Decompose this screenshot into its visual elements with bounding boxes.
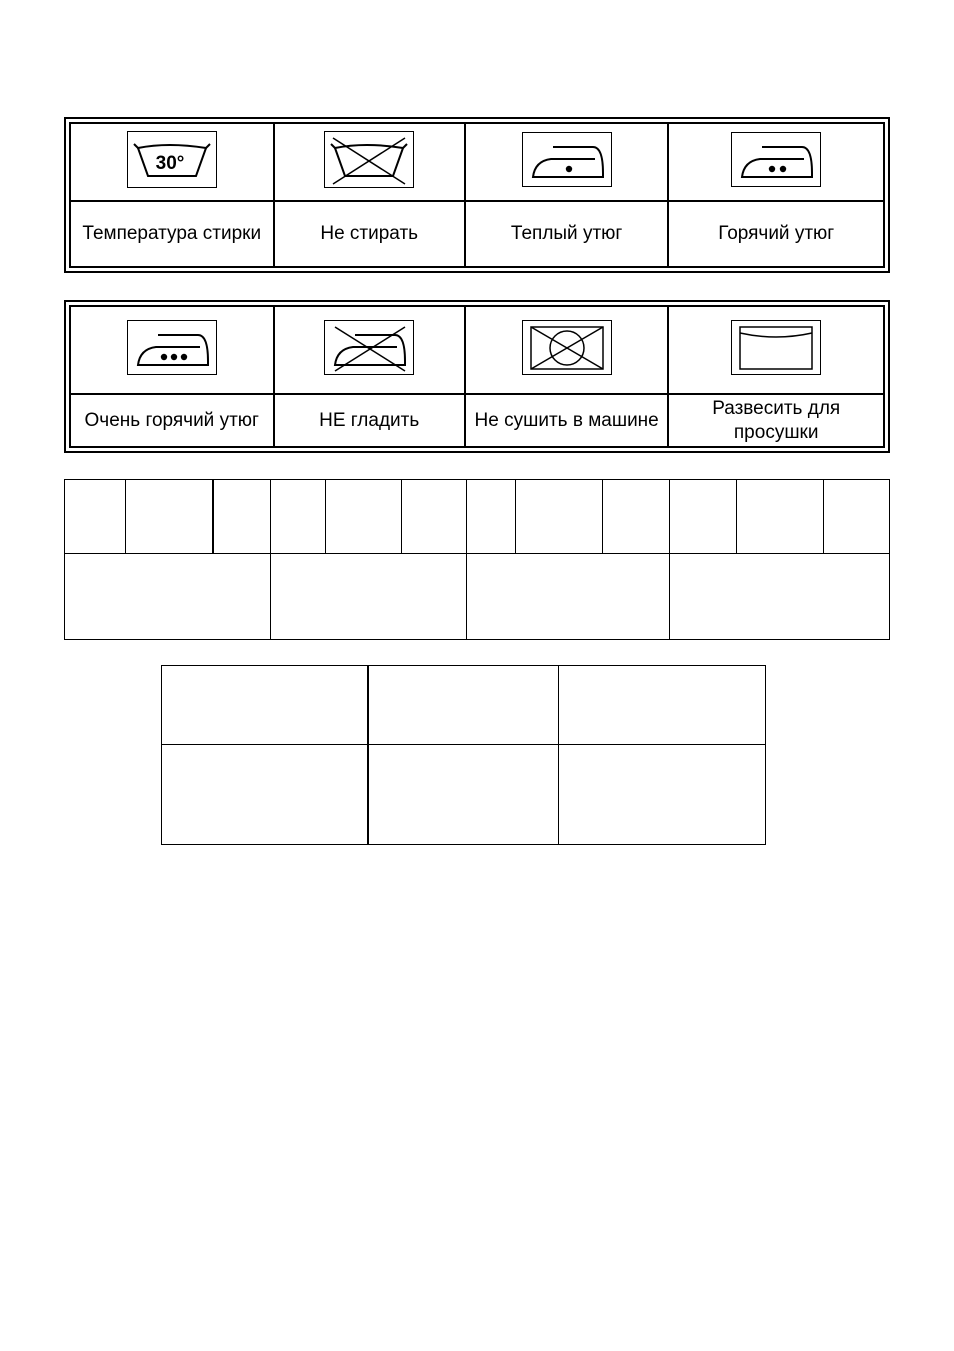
blank-grid-2 [161,665,766,845]
blank-cell [270,553,467,640]
blank-cell [367,744,559,845]
cell-warm-iron [465,123,669,201]
label-very-hot-iron: Очень горячий утюг [70,394,274,447]
care-symbols-table-2 [64,300,890,453]
label-warm-iron: Теплый утюг [465,201,669,267]
blank-cell [736,479,824,554]
blank-cell [602,479,670,554]
blank-cell [125,479,213,554]
blank-cell [161,744,369,845]
wash-temperature: 30° [155,153,185,174]
do-not-wash-icon [324,131,414,188]
blank-cell [823,479,890,554]
cell-wash-30 [70,123,274,201]
cell-hot-iron [668,123,884,201]
iron-two-dots-icon [731,132,821,187]
blank-cell [212,479,271,554]
blank-cell [325,479,402,554]
cell-do-not-wash [274,123,465,201]
label-line-dry: Развесить для просушки [668,394,884,447]
iron-one-dot-icon [522,132,612,187]
label-hot-iron: Горячий утюг [668,201,884,267]
blank-cell [466,553,670,640]
blank-cell [466,479,516,554]
line-dry-icon [731,320,821,375]
blank-grid-1 [64,479,890,640]
blank-cell [558,744,766,845]
blank-cell [401,479,467,554]
cell-line-dry [668,306,884,394]
blank-cell [669,479,737,554]
blank-cell [270,479,326,554]
label-do-not-iron: НЕ гладить [274,394,465,447]
cell-do-not-iron [274,306,465,394]
blank-cell [161,665,369,745]
blank-cell [558,665,766,745]
blank-cell [515,479,603,554]
iron-three-dots-icon [127,320,217,375]
label-do-not-wash: Не стирать [274,201,465,267]
label-wash-temperature: Температура стирки [70,201,274,267]
blank-cell [367,665,559,745]
blank-cell [64,553,271,640]
cell-do-not-tumble-dry [465,306,669,394]
label-do-not-tumble-dry: Не сушить в машине [465,394,669,447]
wash-30-icon [127,131,217,188]
do-not-tumble-dry-icon [522,320,612,375]
cell-very-hot-iron [70,306,274,394]
care-symbols-table-1 [64,117,890,273]
do-not-iron-icon [324,320,414,375]
blank-cell [64,479,126,554]
blank-cell [669,553,890,640]
